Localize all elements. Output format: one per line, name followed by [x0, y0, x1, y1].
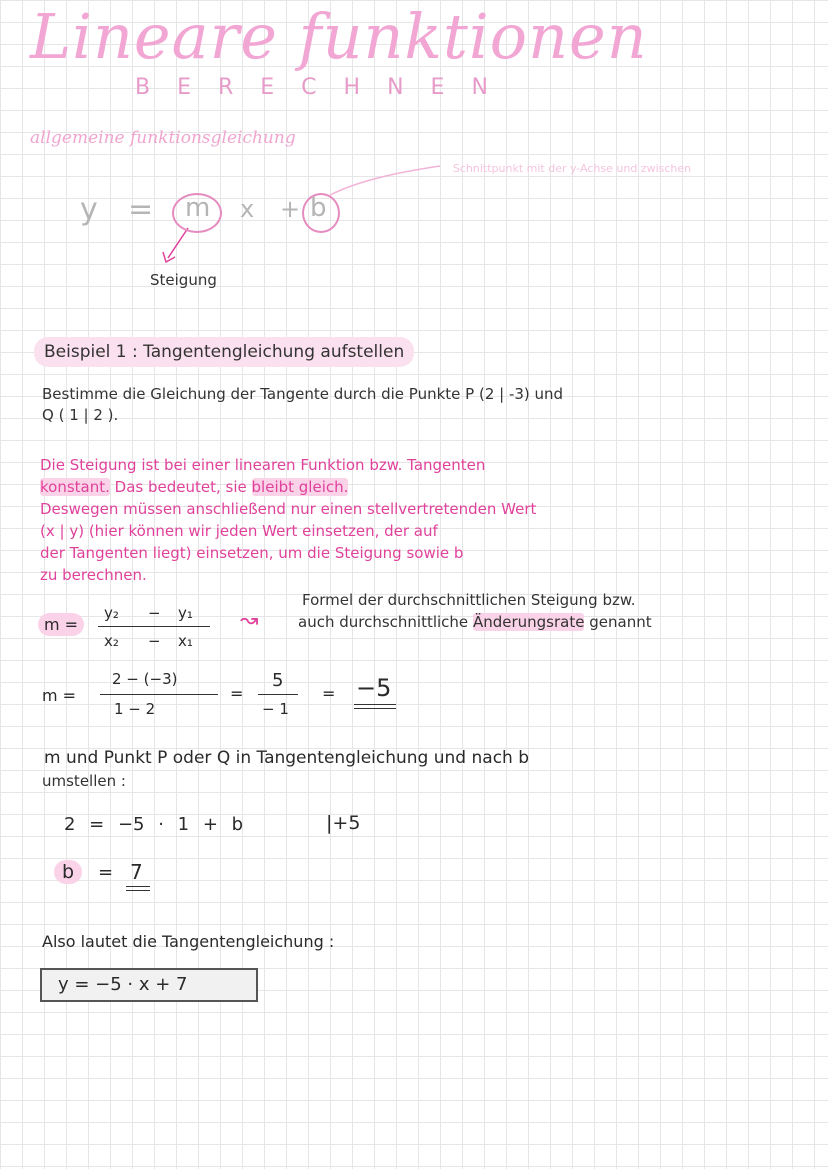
slope-note-line-2: [298, 613, 652, 631]
formula-equals: =: [128, 192, 154, 227]
b-underline-1: [126, 886, 150, 887]
faint-annotation: Schnittpunkt mit der y-Achse und zwischen: [452, 162, 692, 175]
calc-numerator-2: 5: [272, 670, 284, 691]
conclusion-text: Also lautet die Tangentengleichung :: [42, 932, 335, 951]
calc-denominator-2: − 1: [262, 700, 289, 718]
b-equals: =: [98, 862, 114, 883]
formula-b: b: [310, 193, 327, 223]
final-equation-box: y = −5 · x + 7: [40, 968, 258, 1002]
explanation-line-2-text: Das bedeutet, sie: [114, 478, 247, 496]
highlight-aenderungsrate: Änderungsrate: [472, 613, 585, 631]
slope-num-op: −: [148, 604, 161, 622]
explanation-line-2: [40, 478, 348, 496]
slope-note-line-1: Formel der durchschnittlichen Steigung bzw.: [302, 591, 636, 609]
explanation-line-4: (x | y) (hier können wir jeden Wert einsetzen, der auf: [40, 522, 438, 540]
calc-numerator: 2 − (−3): [112, 670, 178, 688]
explanation-line-3: Deswegen müssen anschließend nur einen stellvertretenden Wert: [40, 500, 537, 518]
slope-den-op: −: [148, 632, 161, 650]
annotation-strokes: [0, 0, 828, 300]
highlight-bleibt-gleich: bleibt gleich.: [251, 478, 349, 496]
calc-equals-1: =: [230, 684, 244, 703]
slope-num-y2: y₂: [104, 604, 119, 622]
example-heading: Beispiel 1 : Tangentengleichung aufstellen: [34, 337, 414, 367]
slope-label: Steigung: [150, 271, 217, 289]
result-underline-1: [354, 704, 396, 705]
result-underline-2: [354, 708, 396, 709]
calc-fraction-bar: [100, 694, 218, 695]
solve-equation: 2 = −5 · 1 + b: [64, 814, 244, 835]
b-label-highlight: b: [54, 860, 82, 884]
page-title: Lineare funktionen: [30, 0, 648, 73]
task-line-1: Bestimme die Gleichung der Tangente durch die Punkte P (2 | -3) und: [42, 385, 564, 403]
slope-fraction-bar: [98, 626, 210, 627]
calc-m: m =: [42, 686, 77, 705]
calc-fraction-bar-2: [258, 694, 298, 695]
slope-note-end: genannt: [589, 613, 652, 631]
instruction-line-2: umstellen :: [42, 772, 126, 790]
squiggle-arrow-icon: ↝: [240, 608, 259, 633]
task-line-2: Q ( 1 | 2 ).: [42, 406, 119, 424]
calc-equals-2: =: [322, 684, 336, 703]
instruction-line-1: m und Punkt P oder Q in Tangentengleichung und nach b: [44, 748, 530, 768]
slope-formula-m: m =: [38, 613, 84, 636]
general-formula-heading: allgemeine funktionsgleichung: [30, 128, 296, 148]
slope-num-y1: y₁: [178, 604, 193, 622]
slope-den-x1: x₁: [178, 632, 193, 650]
solve-operation: |+5: [326, 812, 361, 834]
b-underline-2: [126, 890, 150, 891]
slope-note-text: auch durchschnittliche: [298, 613, 469, 631]
explanation-line-6: zu berechnen.: [40, 566, 147, 584]
b-value: 7: [130, 860, 143, 884]
explanation-line-5: der Tangenten liegt) einsetzen, um die Steigung sowie b: [40, 544, 464, 562]
calc-denominator: 1 − 2: [114, 700, 156, 718]
formula-y: y: [80, 192, 98, 227]
formula-plus: +: [280, 195, 301, 223]
formula-m: m: [185, 193, 211, 223]
page-subtitle: BERECHNEN: [135, 75, 515, 100]
explanation-line-1: Die Steigung ist bei einer linearen Funktion bzw. Tangenten: [40, 456, 486, 474]
highlight-konstant: konstant.: [40, 478, 110, 496]
formula-x: x: [240, 195, 255, 223]
slope-den-x2: x₂: [104, 632, 119, 650]
calc-result: −5: [356, 674, 392, 702]
